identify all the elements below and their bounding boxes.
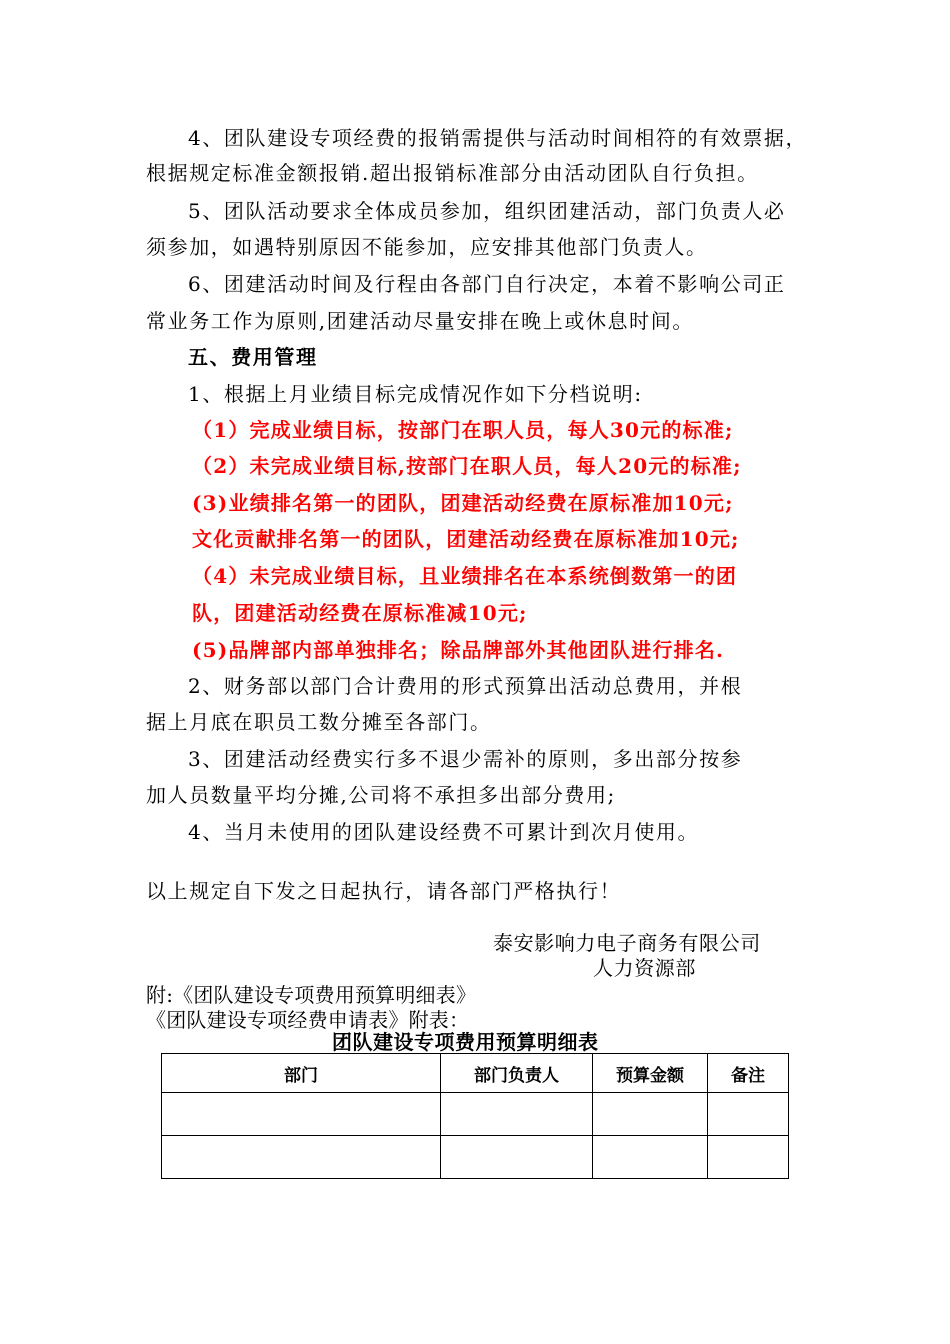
- budget-table: [161, 1053, 789, 1179]
- table-row: [162, 1093, 789, 1136]
- table-cell: [162, 1136, 441, 1179]
- closing-statement: 以上规定自下发之日起执行，请各部门严格执行！: [146, 879, 622, 903]
- body-line-5: 6、团建活动时间及行程由各部门自行决定，本着不影响公司正: [188, 272, 786, 296]
- header-department: 部门: [162, 1054, 441, 1093]
- table-row: [162, 1136, 789, 1179]
- body-line-8: 1、根据上月业绩目标完成情况作如下分档说明:: [188, 382, 643, 406]
- body-line-19: 加人员数量平均分摊,公司将不承担多出部分费用;: [146, 783, 616, 807]
- tier-3: (3)业绩排名第一的团队，团建活动经费在原标准加10元;: [192, 491, 734, 515]
- table-cell: [441, 1093, 593, 1136]
- header-budget-amount: 预算金额: [593, 1054, 708, 1093]
- body-line-2: 根据规定标准金额报销.超出报销标准部分由活动团队自行负担。: [146, 161, 759, 185]
- table-cell: [708, 1136, 789, 1179]
- table-cell: [593, 1136, 708, 1179]
- budget-table-title: 团队建设专项费用预算明细表: [332, 1030, 599, 1054]
- body-line-16: 2、财务部以部门合计费用的形式预算出活动总费用，并根: [188, 674, 743, 698]
- body-line-4: 须参加，如遇特别原因不能参加，应安排其他部门负责人。: [146, 235, 708, 259]
- tier-5: (5)品牌部内部单独排名；除品牌部外其他团队进行排名.: [192, 638, 725, 662]
- table-cell: [593, 1093, 708, 1136]
- tier-3-culture: 文化贡献排名第一的团队，团建活动经费在原标准加10元;: [192, 527, 740, 551]
- budget-table-header-row: [162, 1054, 789, 1093]
- signature-department: 人力资源部: [593, 956, 696, 980]
- body-line-20: 4、当月未使用的团队建设经费不可累计到次月使用。: [188, 820, 700, 844]
- tier-2: （2）未完成业绩目标,按部门在职人员，每人20元的标准;: [192, 454, 742, 478]
- header-remarks: 备注: [708, 1054, 789, 1093]
- body-line-18: 3、团建活动经费实行多不退少需补的原则，多出部分按参: [188, 747, 743, 771]
- table-cell: [162, 1093, 441, 1136]
- tier-4-cont: 队，团建活动经费在原标准减10元;: [192, 601, 528, 625]
- signature-company: 泰安影响力电子商务有限公司: [493, 931, 761, 955]
- body-line-17: 据上月底在职员工数分摊至各部门。: [146, 710, 492, 734]
- attachment-line-1: 附:《团队建设专项费用预算明细表》: [146, 983, 477, 1007]
- header-department-head: 部门负责人: [441, 1054, 593, 1093]
- tier-4: （4）未完成业绩目标，且业绩排名在本系统倒数第一的团: [192, 564, 738, 588]
- table-cell: [708, 1093, 789, 1136]
- body-line-3: 5、团队活动要求全体成员参加，组织团建活动，部门负责人必: [188, 199, 786, 223]
- attachment-line-2: 《团队建设专项经费申请表》附表：: [146, 1008, 470, 1032]
- body-line-1: 4、团队建设专项经费的报销需提供与活动时间相符的有效票据，: [188, 126, 808, 150]
- body-line-6: 常业务工作为原则,团建活动尽量安排在晚上或休息时间。: [146, 309, 694, 333]
- tier-1: （1）完成业绩目标，按部门在职人员，每人30元的标准;: [192, 418, 734, 442]
- section-heading-expense: 五、费用管理: [188, 345, 318, 369]
- table-cell: [441, 1136, 593, 1179]
